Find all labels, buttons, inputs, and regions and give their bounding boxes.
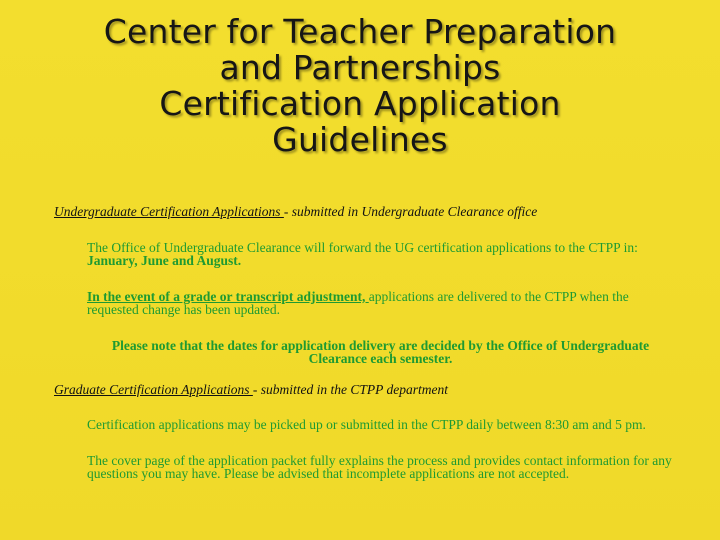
graduate-heading-subtitle: submitted in the CTPP department	[260, 381, 448, 397]
graduate-heading	[54, 383, 674, 397]
graduate-paragraph-1: Certification applications may be picked up or submitted in the CTPP daily between 8:30 am and 5 pm.	[87, 417, 646, 432]
title-line-1: Center for Teacher Preparation	[103, 12, 617, 51]
graduate-heading-title: Graduate Certification Applications	[54, 381, 253, 397]
title-line-3: Certification Application	[159, 84, 561, 123]
undergrad-heading-dash: -	[283, 204, 292, 219]
undergrad-heading-subtitle: submitted in Undergraduate Clearance office	[291, 204, 538, 219]
undergrad-note: Please note that the dates for application delivery are decided by the Office of Undergraduate Clearance each semester.	[111, 337, 650, 366]
undergrad-paragraph-2	[54, 290, 674, 317]
undergrad-p1-text: The Office of Undergraduate Clearance will forward the UG certification applications to the CTPP in:	[87, 239, 638, 255]
undergrad-p1-months: January, June and August.	[87, 253, 242, 268]
undergrad-paragraph-1	[54, 241, 674, 268]
undergrad-heading	[54, 205, 674, 219]
undergrad-p2-text: applications are delivered to the CTPP when the requested change has been updated.	[87, 288, 629, 317]
undergrad-p2-emphasis: In the event of a grade or transcript adjustment,	[87, 288, 369, 304]
undergrad-heading-title: Undergraduate Certification Applications	[54, 204, 284, 219]
title-line-2: and Partnerships	[219, 48, 501, 87]
graduate-heading-dash: -	[252, 381, 261, 397]
graduate-paragraph-2: The cover page of the application packet fully explains the process and provides contact information for any questions you may have. Please be advised that incomplete applications are not accepted.	[87, 452, 672, 481]
title-line-4: Guidelines	[272, 120, 448, 159]
slide-title	[0, 14, 720, 158]
slide-content	[54, 205, 674, 481]
